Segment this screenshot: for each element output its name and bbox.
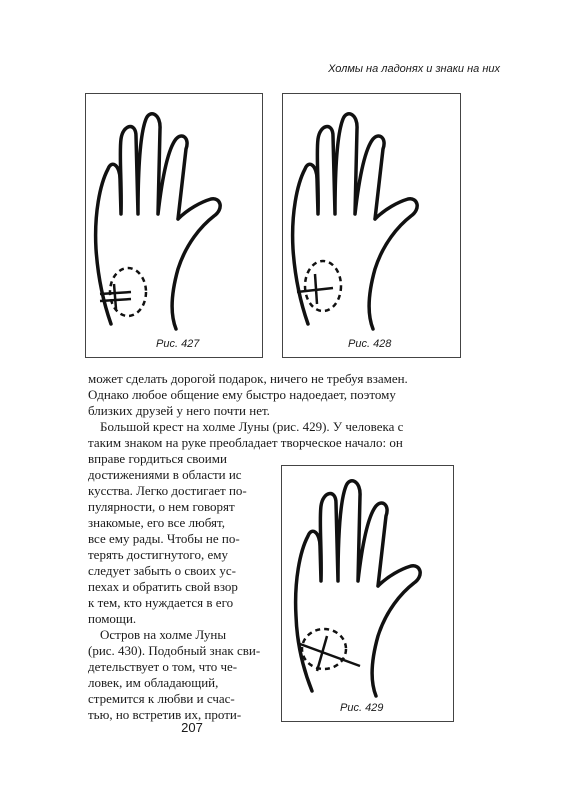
hand-drawing [282, 466, 455, 723]
hand-drawing [86, 94, 264, 359]
figure-caption: Рис. 427 [156, 338, 200, 350]
text-line: детельствует о том, что че- [88, 659, 238, 674]
text-line: терять достигнутого, ему [88, 547, 228, 562]
hand-drawing [283, 94, 462, 359]
text-line: все ему рады. Чтобы не по- [88, 531, 240, 546]
text-line: (рис. 430). Подобный знак сви- [88, 643, 261, 658]
figure-429 [281, 465, 454, 722]
text-line: таким знаком на руке преобладает творческое начало: он [88, 435, 403, 450]
text-line: пехах и обратить свой взор [88, 579, 238, 594]
text-line: ловек, им обладающий, [88, 675, 219, 690]
text-line: стремится к любви и счас- [88, 691, 235, 706]
text-line: Большой крест на холме Луны (рис. 429). У человека с [100, 419, 404, 434]
text-line: вправе гордиться своими [88, 451, 227, 466]
text-line: тью, но встретив их, проти- [88, 707, 242, 722]
text-line: кусства. Легко достигает по- [88, 483, 247, 498]
text-line: пулярности, о нем говорят [88, 499, 235, 514]
text-line: может сделать дорогой подарок, ничего не требуя взамен. [88, 371, 408, 386]
figure-caption: Рис. 429 [340, 702, 384, 714]
figure-caption: Рис. 428 [348, 338, 392, 350]
figure-427 [85, 93, 263, 358]
text-line: достижениями в области ис [88, 467, 242, 482]
text-line: Остров на холме Луны [100, 627, 227, 642]
figure-428 [282, 93, 461, 358]
text-line: помощи. [88, 611, 137, 626]
text-line: близких друзей у него почти нет. [88, 403, 270, 418]
text-line: к тем, кто нуждается в его [88, 595, 234, 610]
text-line: Однако любое общение ему быстро надоедает, поэтому [88, 387, 396, 402]
page-number: 207 [181, 720, 203, 735]
text-line: знакомые, его все любят, [88, 515, 225, 530]
running-head: Холмы на ладонях и знаки на них [328, 63, 500, 75]
text-line: следует забыть о своих ус- [88, 563, 236, 578]
